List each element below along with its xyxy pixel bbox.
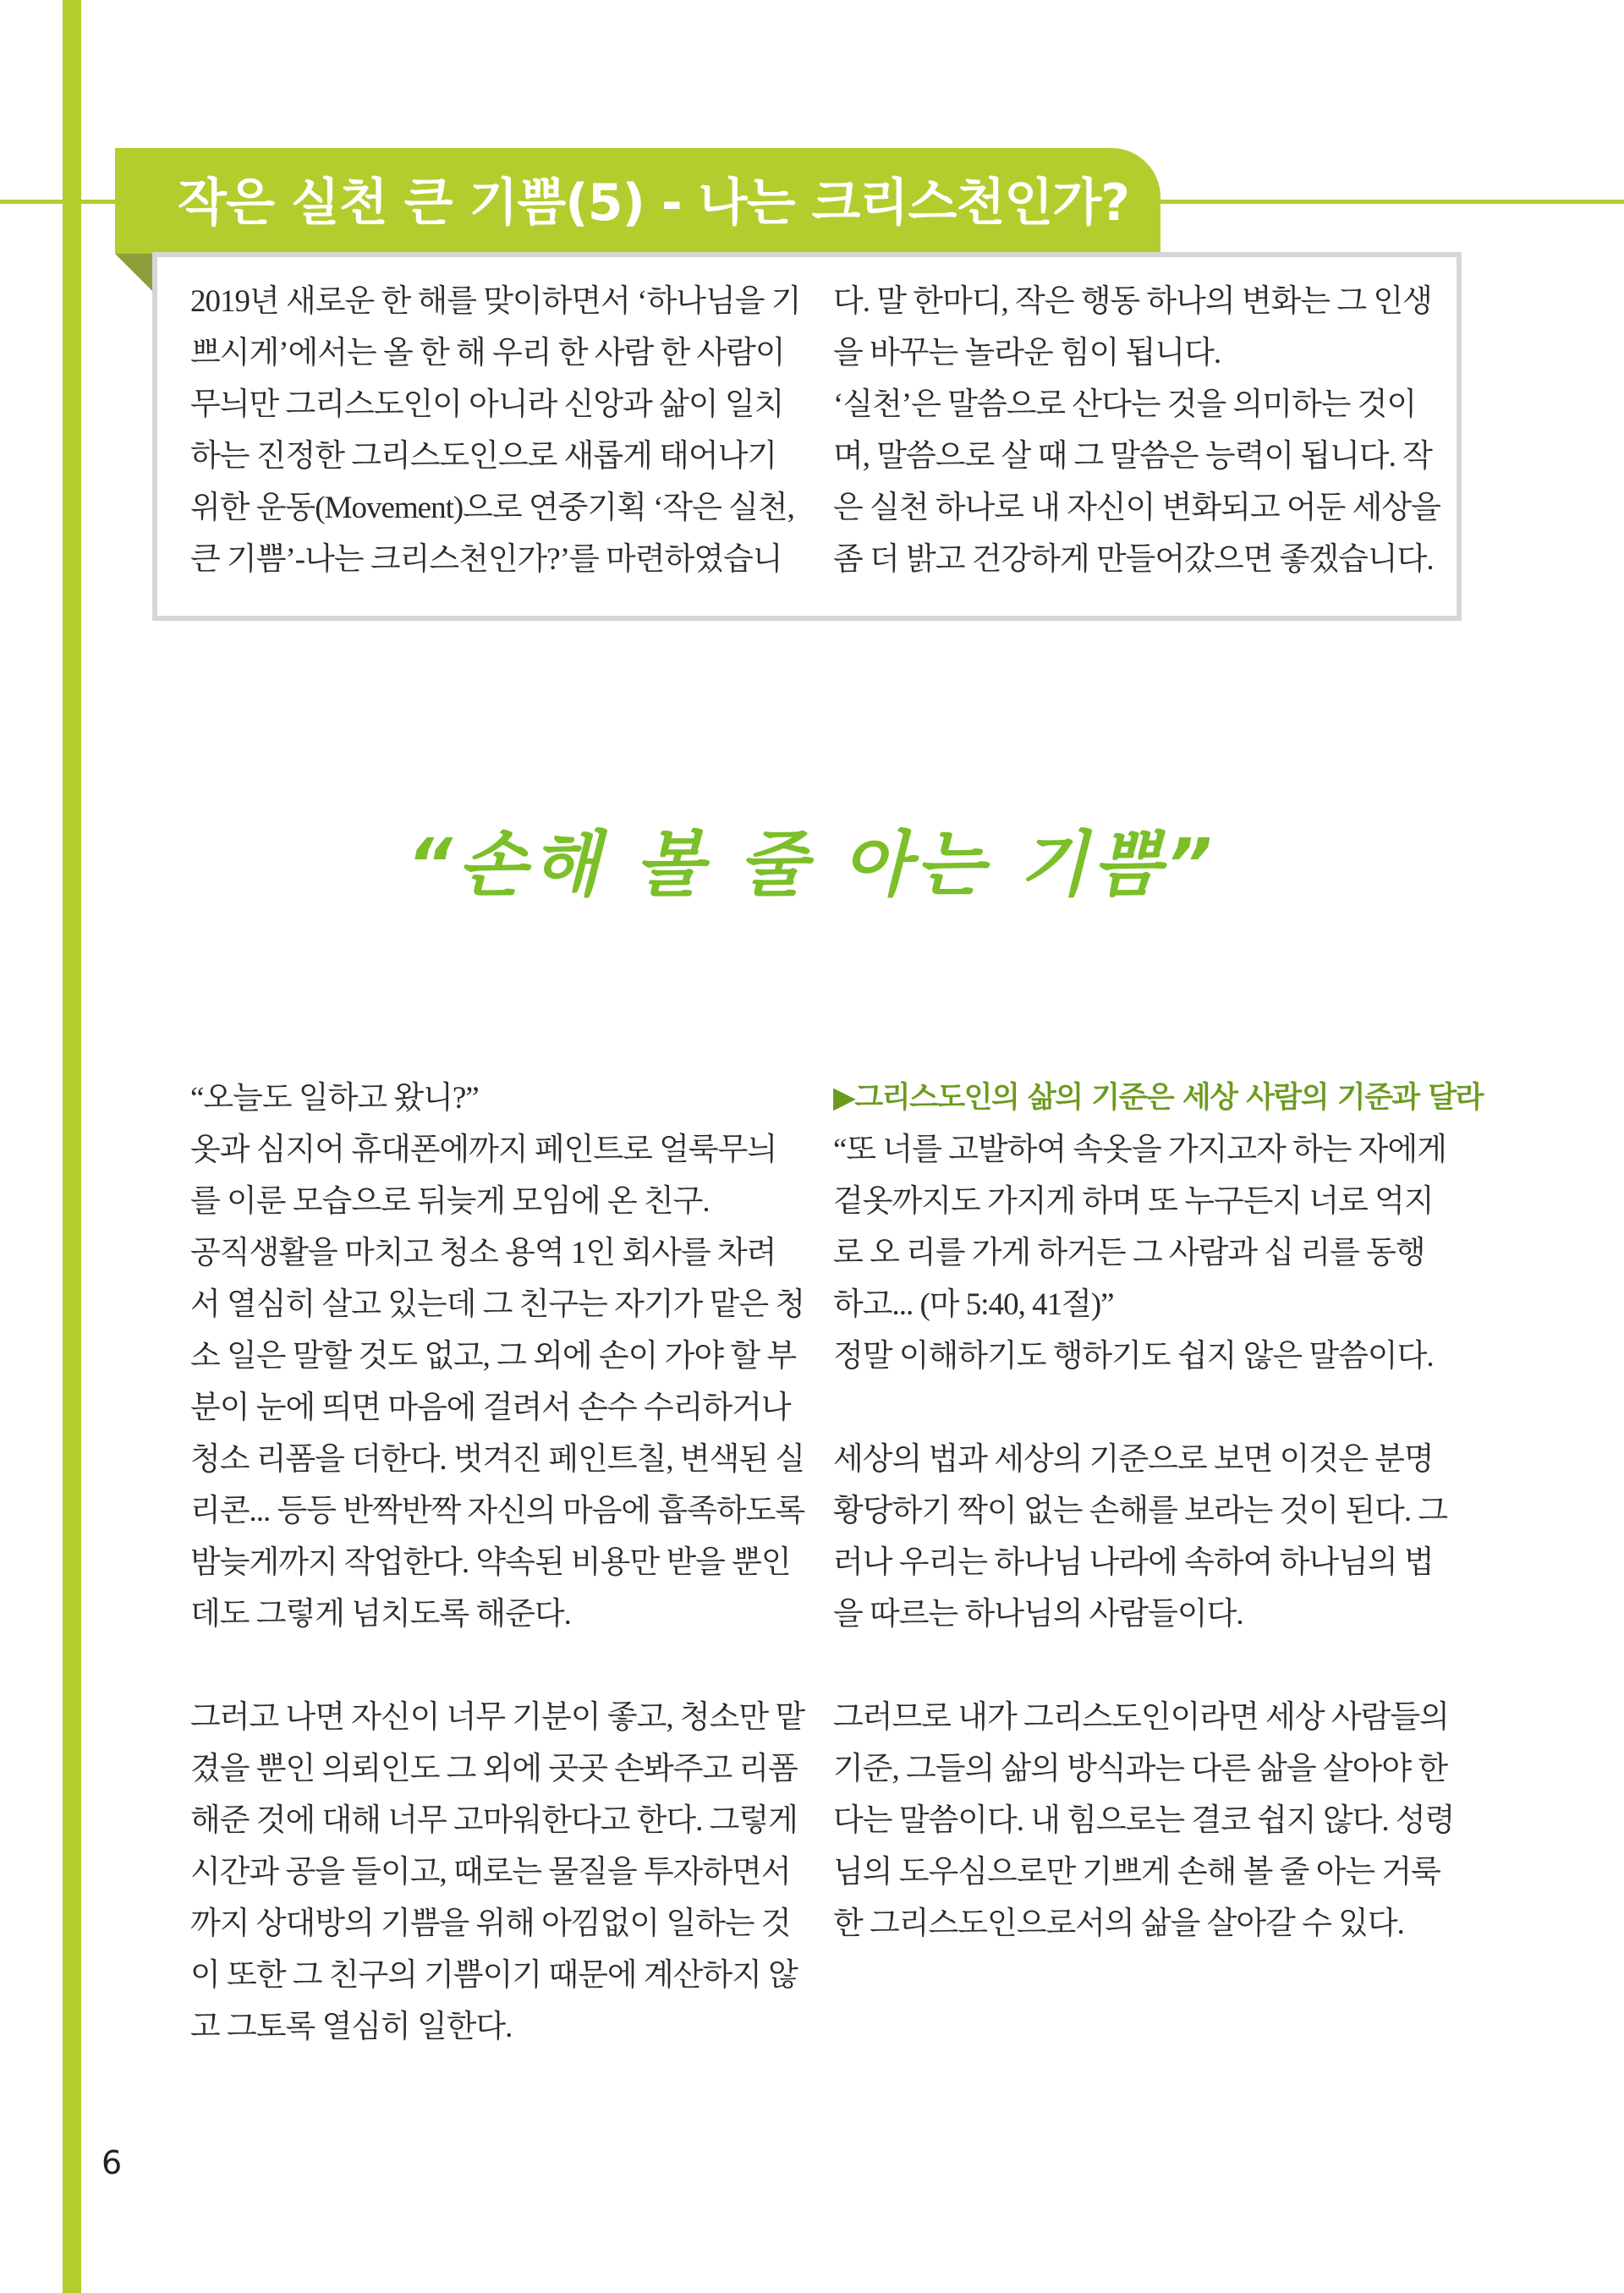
body-right-column xyxy=(833,1072,1483,1950)
article-headline: “손해 볼 줄 아는 기쁨” xyxy=(406,823,1218,906)
text-line: 2019년 새로운 한 해를 맞이하면서 ‘하나님을 기 xyxy=(190,284,801,319)
text-line: 옷과 심지어 휴대폰에까지 페인트로 얼룩무늬 xyxy=(190,1133,777,1167)
text-line: 서 열심히 살고 있는데 그 친구는 자기가 맡은 청 xyxy=(190,1287,805,1322)
text-line: 황당하기 짝이 없는 손해를 보라는 것이 된다. 그 xyxy=(833,1494,1448,1528)
text-line: 하는 진정한 그리스도인으로 새롭게 태어나기 xyxy=(190,439,777,474)
text-line: 로 오 리를 가게 하거든 그 사람과 십 리를 동행 xyxy=(833,1236,1425,1270)
page-number: 6 xyxy=(102,2144,123,2181)
text-line: 데도 그렇게 넘치도록 해준다. xyxy=(190,1597,571,1632)
paragraph-gap xyxy=(833,1640,1483,1692)
text-line: 을 바꾸는 놀라운 힘이 됩니다. xyxy=(833,336,1221,370)
text-line: 그러므로 내가 그리스도인이라면 세상 사람들의 xyxy=(833,1700,1449,1735)
section-subheading: ▶그리스도인의 삶의 기준은 세상 사람의 기준과 달라 xyxy=(833,1081,1484,1115)
text-line: 을 따르는 하나님의 사람들이다. xyxy=(833,1597,1243,1632)
body-left-column xyxy=(190,1072,804,2053)
text-line: 겉옷까지도 가지게 하며 또 누구든지 너로 억지 xyxy=(833,1184,1434,1219)
text-line: 분이 눈에 띄면 마음에 걸려서 손수 수리하거나 xyxy=(190,1391,791,1425)
text-line: 시간과 공을 들이고, 때로는 물질을 투자하면서 xyxy=(190,1855,791,1890)
text-line: 위한 운동(Movement)으로 연중기획 ‘작은 실천, xyxy=(190,491,794,525)
paragraph-gap xyxy=(833,1382,1483,1434)
text-line: 를 이룬 모습으로 뒤늦게 모임에 온 친구. xyxy=(190,1184,710,1219)
paragraph-gap xyxy=(190,1640,804,1692)
text-line: 기준, 그들의 삶의 방식과는 다른 삶을 살아야 한 xyxy=(833,1752,1448,1786)
text-line: 이 또한 그 친구의 기쁨이기 때문에 계산하지 않 xyxy=(190,1958,798,1993)
text-line: 그러고 나면 자신이 너무 기분이 좋고, 청소만 맡 xyxy=(190,1700,805,1735)
text-line: 까지 상대방의 기쁨을 위해 아낌없이 일하는 것 xyxy=(190,1906,791,1941)
text-line: 큰 기쁨’-나는 크리스천인가?’를 마련하였습니 xyxy=(190,542,782,577)
text-line: 은 실천 하나로 내 자신이 변화되고 어둔 세상을 xyxy=(833,491,1440,525)
text-line: 님의 도우심으로만 기쁘게 손해 볼 줄 아는 거룩 xyxy=(833,1855,1440,1890)
left-accent-bar xyxy=(63,0,81,2293)
intro-left-column xyxy=(190,276,800,585)
text-line: 쁘시게’에서는 올 한 해 우리 한 사람 한 사람이 xyxy=(190,336,785,370)
text-line: 고 그토록 열심히 일한다. xyxy=(190,2010,513,2044)
text-line: 한 그리스도인으로서의 삶을 살아갈 수 있다. xyxy=(833,1906,1404,1941)
text-line: 러나 우리는 하나님 나라에 속하여 하나님의 법 xyxy=(833,1545,1434,1580)
text-line: 며, 말씀으로 살 때 그 말씀은 능력이 됩니다. 작 xyxy=(833,439,1432,474)
text-line: 세상의 법과 세상의 기준으로 보면 이것은 분명 xyxy=(833,1442,1434,1477)
text-line: ‘실천’은 말씀으로 산다는 것을 의미하는 것이 xyxy=(833,387,1417,422)
text-line: 청소 리폼을 더한다. 벗겨진 페인트칠, 변색된 실 xyxy=(190,1442,805,1477)
text-line: “또 너를 고발하여 속옷을 가지고자 하는 자에게 xyxy=(833,1133,1447,1167)
text-line: 다는 말씀이다. 내 힘으로는 결코 쉽지 않다. 성령 xyxy=(833,1803,1455,1838)
text-line: 다. 말 한마디, 작은 행동 하나의 변화는 그 인생 xyxy=(833,284,1432,319)
text-line: 소 일은 말할 것도 없고, 그 외에 손이 가야 할 부 xyxy=(190,1339,797,1374)
text-line: 공직생활을 마치고 청소 용역 1인 회사를 차려 xyxy=(190,1236,776,1270)
text-line: 겼을 뿐인 의뢰인도 그 외에 곳곳 손봐주고 리폼 xyxy=(190,1752,798,1786)
text-line: 무늬만 그리스도인이 아니라 신앙과 삶이 일치 xyxy=(190,387,784,422)
text-line: 밤늦게까지 작업한다. 약속된 비용만 받을 뿐인 xyxy=(190,1545,791,1580)
text-line: 정말 이해하기도 행하기도 쉽지 않은 말씀이다. xyxy=(833,1339,1434,1374)
text-line: 좀 더 밝고 건강하게 만들어갔으면 좋겠습니다. xyxy=(833,542,1434,577)
text-line: 하고... (마 5:40, 41절)” xyxy=(833,1287,1114,1322)
page-title: 작은 실천 큰 기쁨(5) - 나는 크리스천인가? xyxy=(178,173,1130,233)
intro-right-column xyxy=(833,276,1440,585)
text-line: “오늘도 일하고 왔니?” xyxy=(190,1081,479,1116)
text-line: 해준 것에 대해 너무 고마워한다고 한다. 그렇게 xyxy=(190,1803,798,1838)
text-line: 리콘... 등등 반짝반짝 자신의 마음에 흡족하도록 xyxy=(190,1494,805,1528)
